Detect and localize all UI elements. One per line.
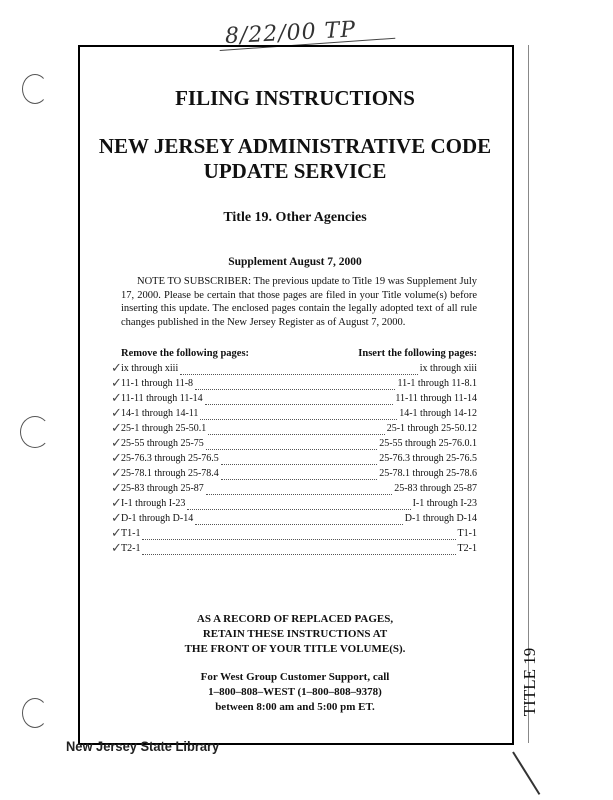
insert-pages: 25-78.1 through 25-78.6 bbox=[379, 468, 477, 479]
remove-pages: 25-78.1 through 25-78.4 bbox=[121, 468, 219, 479]
insert-pages: I-1 through I-23 bbox=[412, 498, 477, 509]
page-row bbox=[111, 495, 477, 513]
dot-leader bbox=[180, 366, 418, 375]
insert-pages-header: Insert the following pages: bbox=[358, 348, 477, 359]
insert-pages: 25-76.3 through 25-76.5 bbox=[379, 453, 477, 464]
handwritten-date-initials: 8/22/00 TP bbox=[224, 16, 385, 54]
check-mark-icon: ✓ bbox=[111, 495, 122, 510]
insert-pages: 25-1 through 25-50.12 bbox=[386, 423, 477, 434]
check-mark-icon: ✓ bbox=[111, 405, 122, 420]
supplement-date: Supplement August 7, 2000 bbox=[228, 256, 362, 268]
dot-leader bbox=[142, 546, 455, 555]
page-row bbox=[111, 525, 477, 543]
page-row bbox=[111, 435, 477, 453]
record-line: AS A RECORD OF REPLACED PAGES, bbox=[196, 613, 394, 625]
check-mark-icon: ✓ bbox=[111, 450, 122, 465]
document-title: FILING INSTRUCTIONS bbox=[175, 86, 415, 110]
dot-leader bbox=[206, 486, 392, 495]
binder-hole-bottom bbox=[22, 698, 48, 728]
dot-leader bbox=[187, 501, 410, 510]
remove-pages: 25-76.3 through 25-76.5 bbox=[121, 453, 219, 464]
support-line: For West Group Customer Support, call bbox=[200, 671, 390, 683]
insert-pages: 11-11 through 11-14 bbox=[395, 393, 477, 404]
check-mark-icon: ✓ bbox=[111, 465, 122, 480]
insert-pages: 14-1 through 14-12 bbox=[399, 408, 477, 419]
insert-pages: 11-1 through 11-8.1 bbox=[397, 378, 477, 389]
dot-leader bbox=[195, 381, 395, 390]
check-mark-icon: ✓ bbox=[111, 510, 122, 525]
code-title-line-2: UPDATE SERVICE bbox=[203, 159, 387, 183]
remove-pages: 14-1 through 14-11 bbox=[121, 408, 199, 419]
remove-pages-header: Remove the following pages: bbox=[121, 348, 250, 359]
check-mark-icon: ✓ bbox=[111, 375, 122, 390]
check-mark-icon: ✓ bbox=[111, 390, 122, 405]
page-row bbox=[111, 420, 477, 438]
page-row bbox=[111, 360, 477, 378]
dot-leader bbox=[221, 471, 377, 480]
remove-pages: ix through xiii bbox=[121, 363, 179, 374]
page-row bbox=[111, 480, 477, 498]
code-title-line-1: NEW JERSEY ADMINISTRATIVE CODE bbox=[98, 134, 492, 158]
check-mark-icon: ✓ bbox=[111, 360, 122, 375]
insert-pages: ix through xiii bbox=[419, 363, 477, 374]
check-mark-icon: ✓ bbox=[111, 435, 122, 450]
insert-pages: 25-83 through 25-87 bbox=[394, 483, 477, 494]
dot-leader bbox=[205, 396, 394, 405]
remove-pages: 25-1 through 25-50.1 bbox=[121, 423, 207, 434]
subscriber-note: NOTE TO SUBSCRIBER: The previous update to Title 19 was Supplement July 17, 2000. Please be certain that those pages are filed in your Title volume(s) before inserting this update. The enclosed pages contain the legally adopted text of all rule changes published in the New Jersey Register as of August 7, 2000. bbox=[121, 276, 477, 328]
remove-pages: 11-11 through 11-14 bbox=[121, 393, 203, 404]
support-phone: 1–800–808–WEST (1–800–808–9378) bbox=[208, 686, 382, 698]
code-title bbox=[80, 134, 510, 184]
remove-pages: T2-1 bbox=[121, 543, 141, 554]
remove-pages: 11-1 through 11-8 bbox=[121, 378, 194, 389]
dot-leader bbox=[142, 531, 455, 540]
binder-hole-top bbox=[22, 74, 48, 104]
binder-hole-middle bbox=[20, 416, 50, 448]
remove-pages: I-1 through I-23 bbox=[121, 498, 186, 509]
check-mark-icon: ✓ bbox=[111, 525, 122, 540]
dot-leader bbox=[221, 456, 377, 465]
dot-leader bbox=[208, 426, 384, 435]
customer-support bbox=[80, 670, 510, 715]
pen-stroke bbox=[512, 751, 540, 794]
record-line: RETAIN THESE INSTRUCTIONS AT bbox=[202, 628, 388, 640]
dot-leader bbox=[200, 411, 397, 420]
remove-pages: D-1 through D-14 bbox=[121, 513, 194, 524]
page-row bbox=[111, 510, 477, 528]
record-instructions bbox=[80, 612, 510, 657]
dot-leader bbox=[206, 441, 377, 450]
page-row bbox=[111, 375, 477, 393]
title-tab-label: TITLE 19 bbox=[520, 647, 539, 717]
check-mark-icon: ✓ bbox=[111, 420, 122, 435]
dot-leader bbox=[195, 516, 403, 525]
record-line: THE FRONT OF YOUR TITLE VOLUME(S). bbox=[184, 643, 406, 655]
page-row bbox=[111, 465, 477, 483]
library-stamp: New Jersey State Library bbox=[66, 738, 220, 754]
check-mark-icon: ✓ bbox=[111, 540, 122, 555]
remove-pages: T1-1 bbox=[121, 528, 141, 539]
page-row bbox=[111, 450, 477, 468]
agency-title: Title 19. Other Agencies bbox=[223, 210, 367, 225]
page-row bbox=[111, 390, 477, 408]
insert-pages: T1-1 bbox=[457, 528, 477, 539]
remove-pages: 25-83 through 25-87 bbox=[121, 483, 204, 494]
tab-divider bbox=[512, 45, 514, 743]
support-hours: between 8:00 am and 5:00 pm ET. bbox=[215, 701, 375, 713]
page-row bbox=[111, 405, 477, 423]
check-mark-icon: ✓ bbox=[111, 480, 122, 495]
page-replacement-list bbox=[111, 360, 477, 558]
remove-pages: 25-55 through 25-75 bbox=[121, 438, 204, 449]
insert-pages: D-1 through D-14 bbox=[404, 513, 477, 524]
tab-edge bbox=[528, 45, 529, 743]
page-row bbox=[111, 540, 477, 558]
insert-pages: 25-55 through 25-76.0.1 bbox=[379, 438, 477, 449]
insert-pages: T2-1 bbox=[457, 543, 477, 554]
